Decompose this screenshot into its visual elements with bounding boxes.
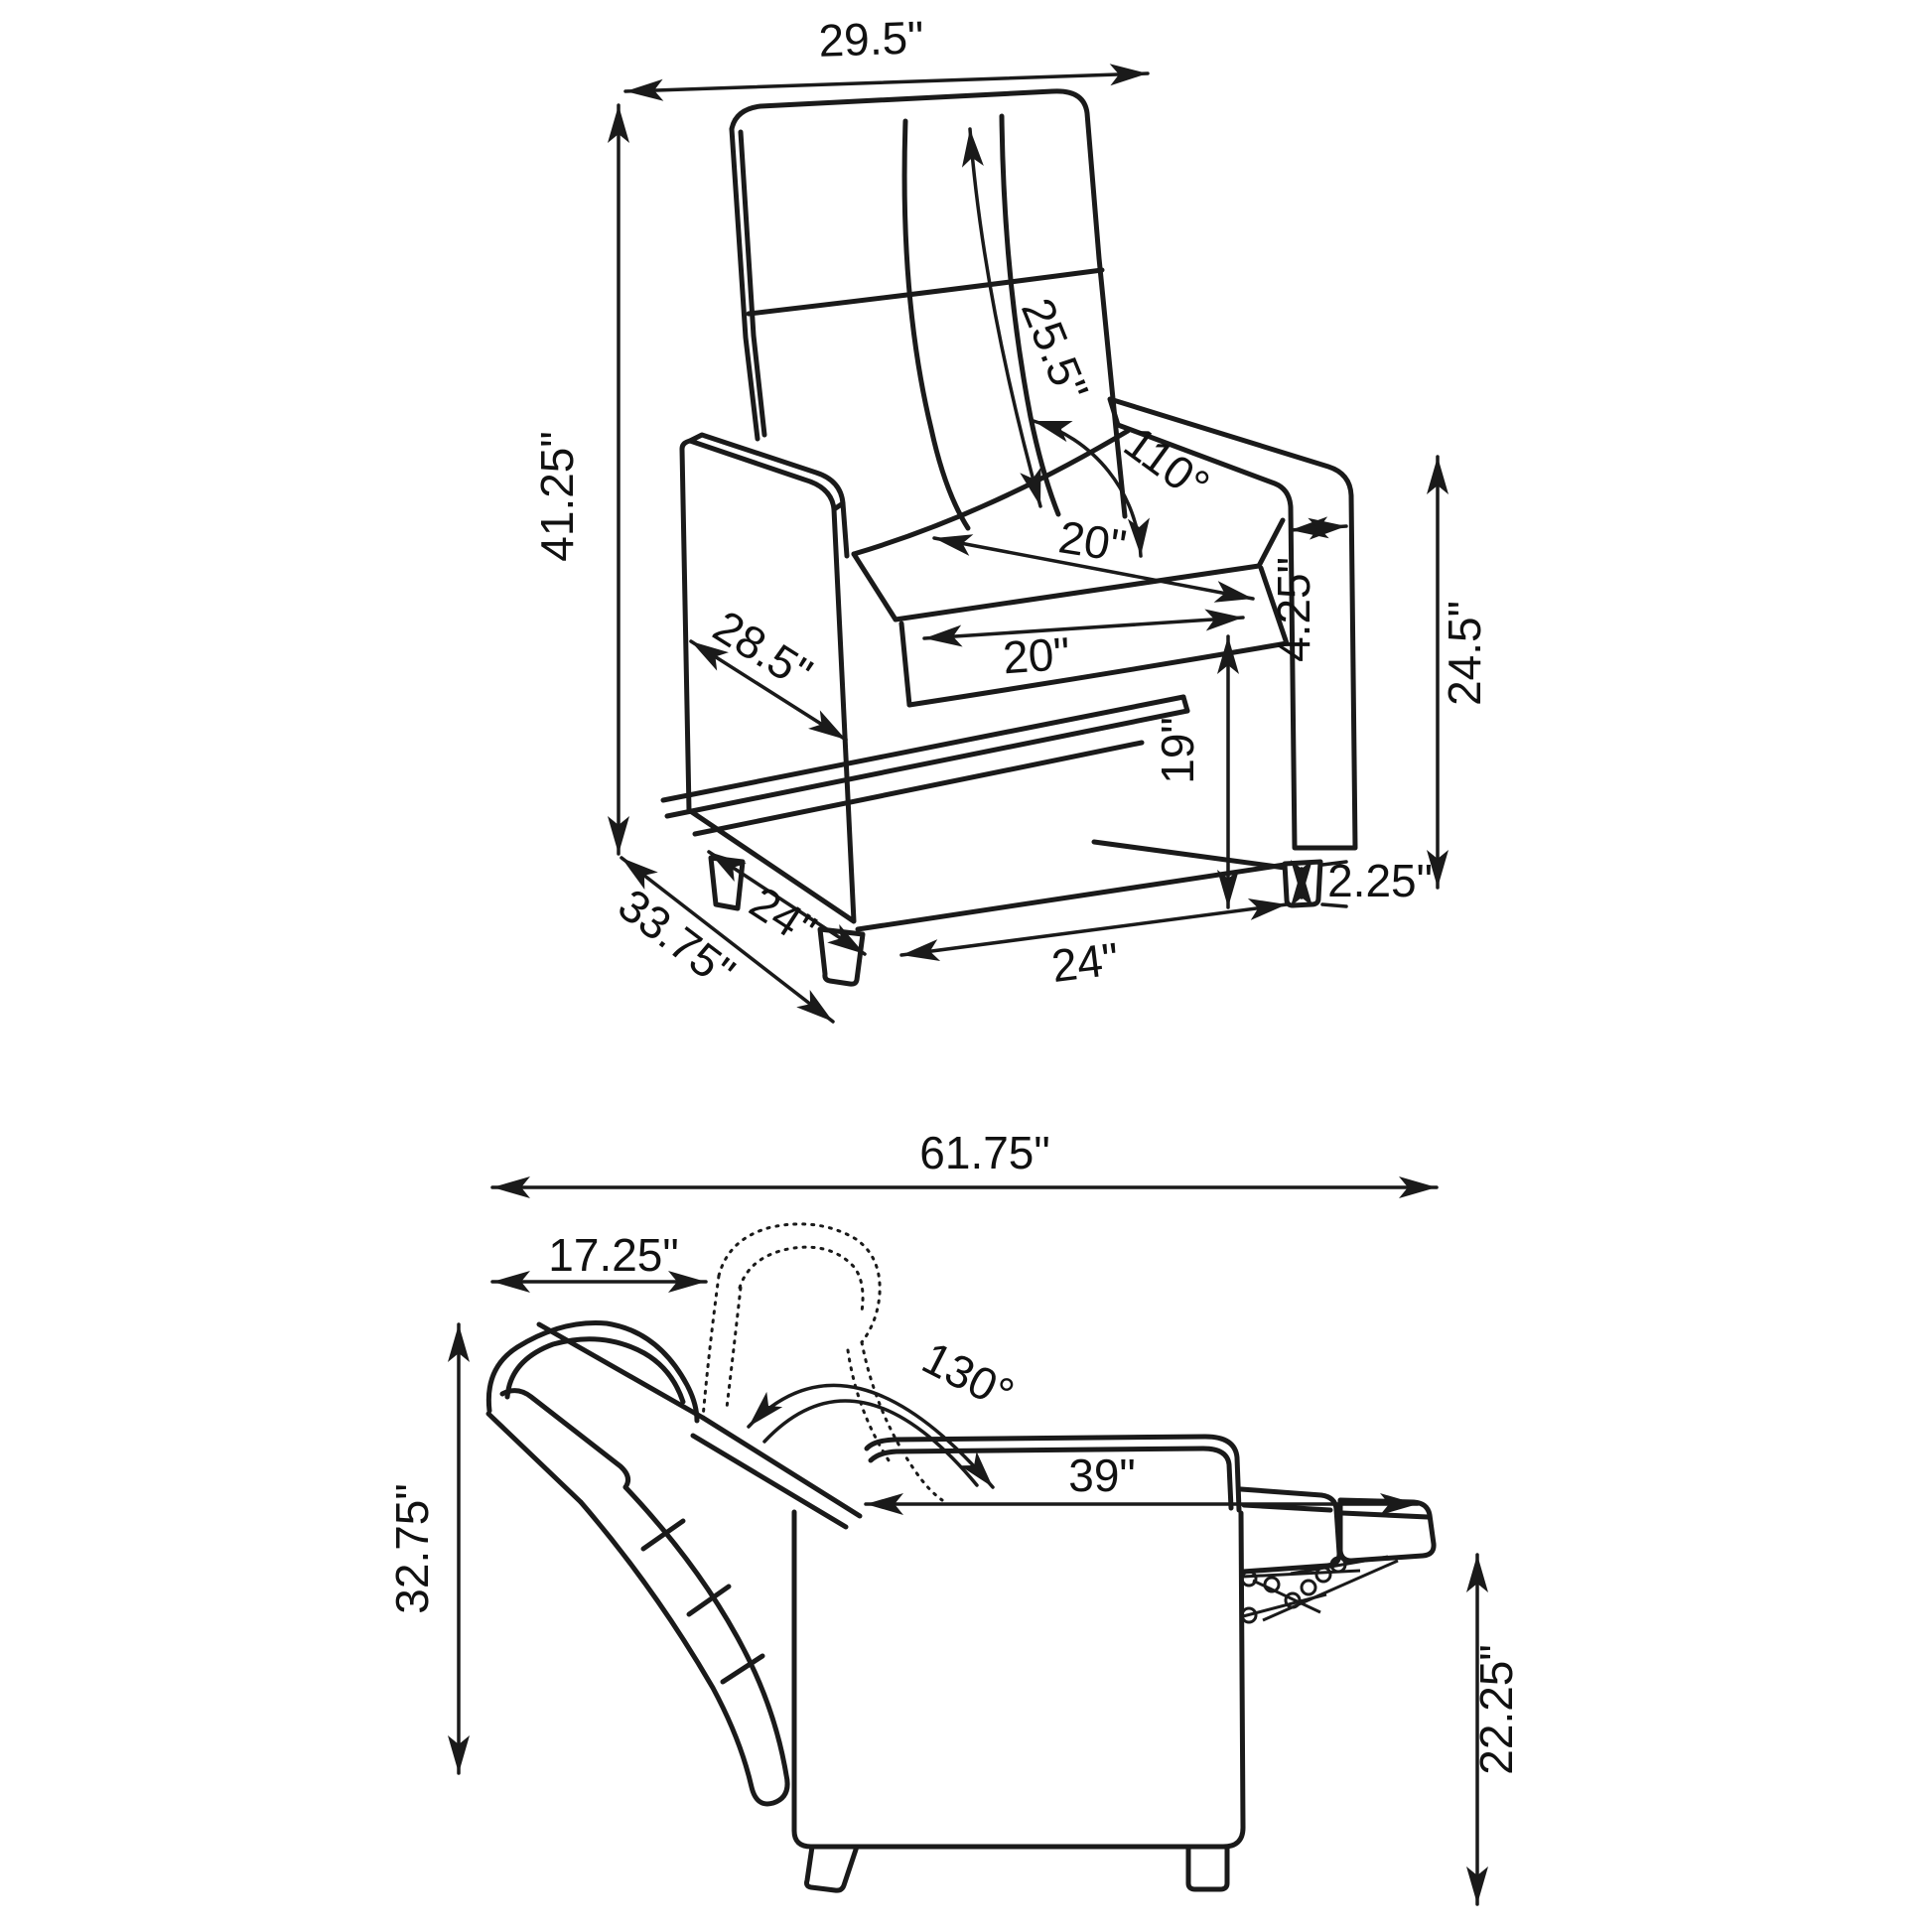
dim-base-front-width [901,904,1287,992]
dim-seat-height [1152,636,1228,907]
dim-back-cushion-label: 25.5" [1011,291,1099,408]
dim-base-side-depth [709,852,865,956]
seat-cushion-front-left [901,623,909,705]
dim-arm-to-footrest [866,1449,1418,1504]
dim-overall-height-label: 41.25" [531,431,583,562]
dim-seat-depth-label: 20" [1055,510,1130,573]
dim-arm-to-footrest-label: 39" [1068,1449,1136,1501]
dim-arm-height [1438,457,1490,888]
dim-reclined-length-label: 61.75" [919,1127,1050,1178]
dim-recline-angle-label: 130° [914,1330,1023,1421]
dim-leg-height-label: 2.25" [1327,855,1433,906]
dim-armrest-width-line [1291,526,1346,530]
dim-overall-depth-label: 33.75" [609,878,745,999]
footrest-bar-cap [1183,697,1187,711]
dim-side-panel-depth-label: 28.5" [704,600,822,700]
dim-footrest-height-label: 22.25" [1470,1644,1522,1775]
side-back-band-edge1 [502,1391,628,1487]
footrest-bar-line2 [667,711,1187,816]
back-seam-left [904,121,968,528]
dim-reclined-height-label: 32.75" [386,1483,438,1614]
dim-overall-height [531,105,619,854]
dim-base-side-depth-label: 24" [741,876,826,956]
dim-seat-width-label: 20" [1001,626,1072,684]
dim-seat-width [924,618,1243,683]
dim-reclined-length [492,1127,1437,1187]
dim-recline-angle [749,1331,1022,1487]
side-rear-leg [807,1847,858,1890]
dim-headrest-offset-label: 17.25" [548,1229,679,1281]
dim-overall-width-line [625,73,1148,91]
side-footrest [1340,1500,1434,1561]
base-bottom-front-edge [858,865,1285,929]
dim-base-front-width-label: 24" [1048,932,1122,993]
upright-back-ghost [703,1224,942,1500]
front-view-chair [663,91,1355,984]
side-armrest-piping [871,1449,1231,1508]
side-front-leg [1188,1847,1227,1889]
dim-seat-width-line [924,618,1243,638]
dim-headrest-offset [492,1229,706,1282]
base-bottom-right-edge [1094,842,1285,868]
front-view-dimensions [531,11,1490,1022]
seat-front-top-edge [896,566,1259,620]
dim-seat-depth [934,510,1253,599]
dim-footrest-height [1470,1555,1522,1904]
side-footrest-lip [1342,1513,1428,1517]
backrest-outline [732,91,1125,516]
side-back-lower-band [581,1487,787,1804]
side-seat-cushion [1241,1489,1339,1572]
seat-cushion-front-bottom [909,643,1287,705]
left-armrest-top-ridge [690,435,847,556]
dim-overall-width [625,11,1148,91]
dim-armrest-width-label: 4.25" [1268,557,1319,662]
seat-left-corner [854,554,896,620]
side-back-upper-seam [693,1436,846,1527]
dim-arm-height-label: 24.5" [1439,601,1490,706]
dim-side-panel-depth [691,600,846,740]
dim-overall-width-label: 29.5" [817,11,925,67]
dim-reclined-height [386,1324,459,1773]
footrest-bar-line3 [695,743,1142,834]
dim-back-cushion [970,129,1099,506]
side-view-chair [488,1224,1434,1890]
dim-armrest-width [1268,526,1346,662]
dim-seat-height-label: 19" [1152,717,1203,784]
dim-back-angle-label: 110° [1115,416,1219,512]
side-base-outline [794,1512,1243,1847]
side-back-upper-edge [703,1418,860,1516]
